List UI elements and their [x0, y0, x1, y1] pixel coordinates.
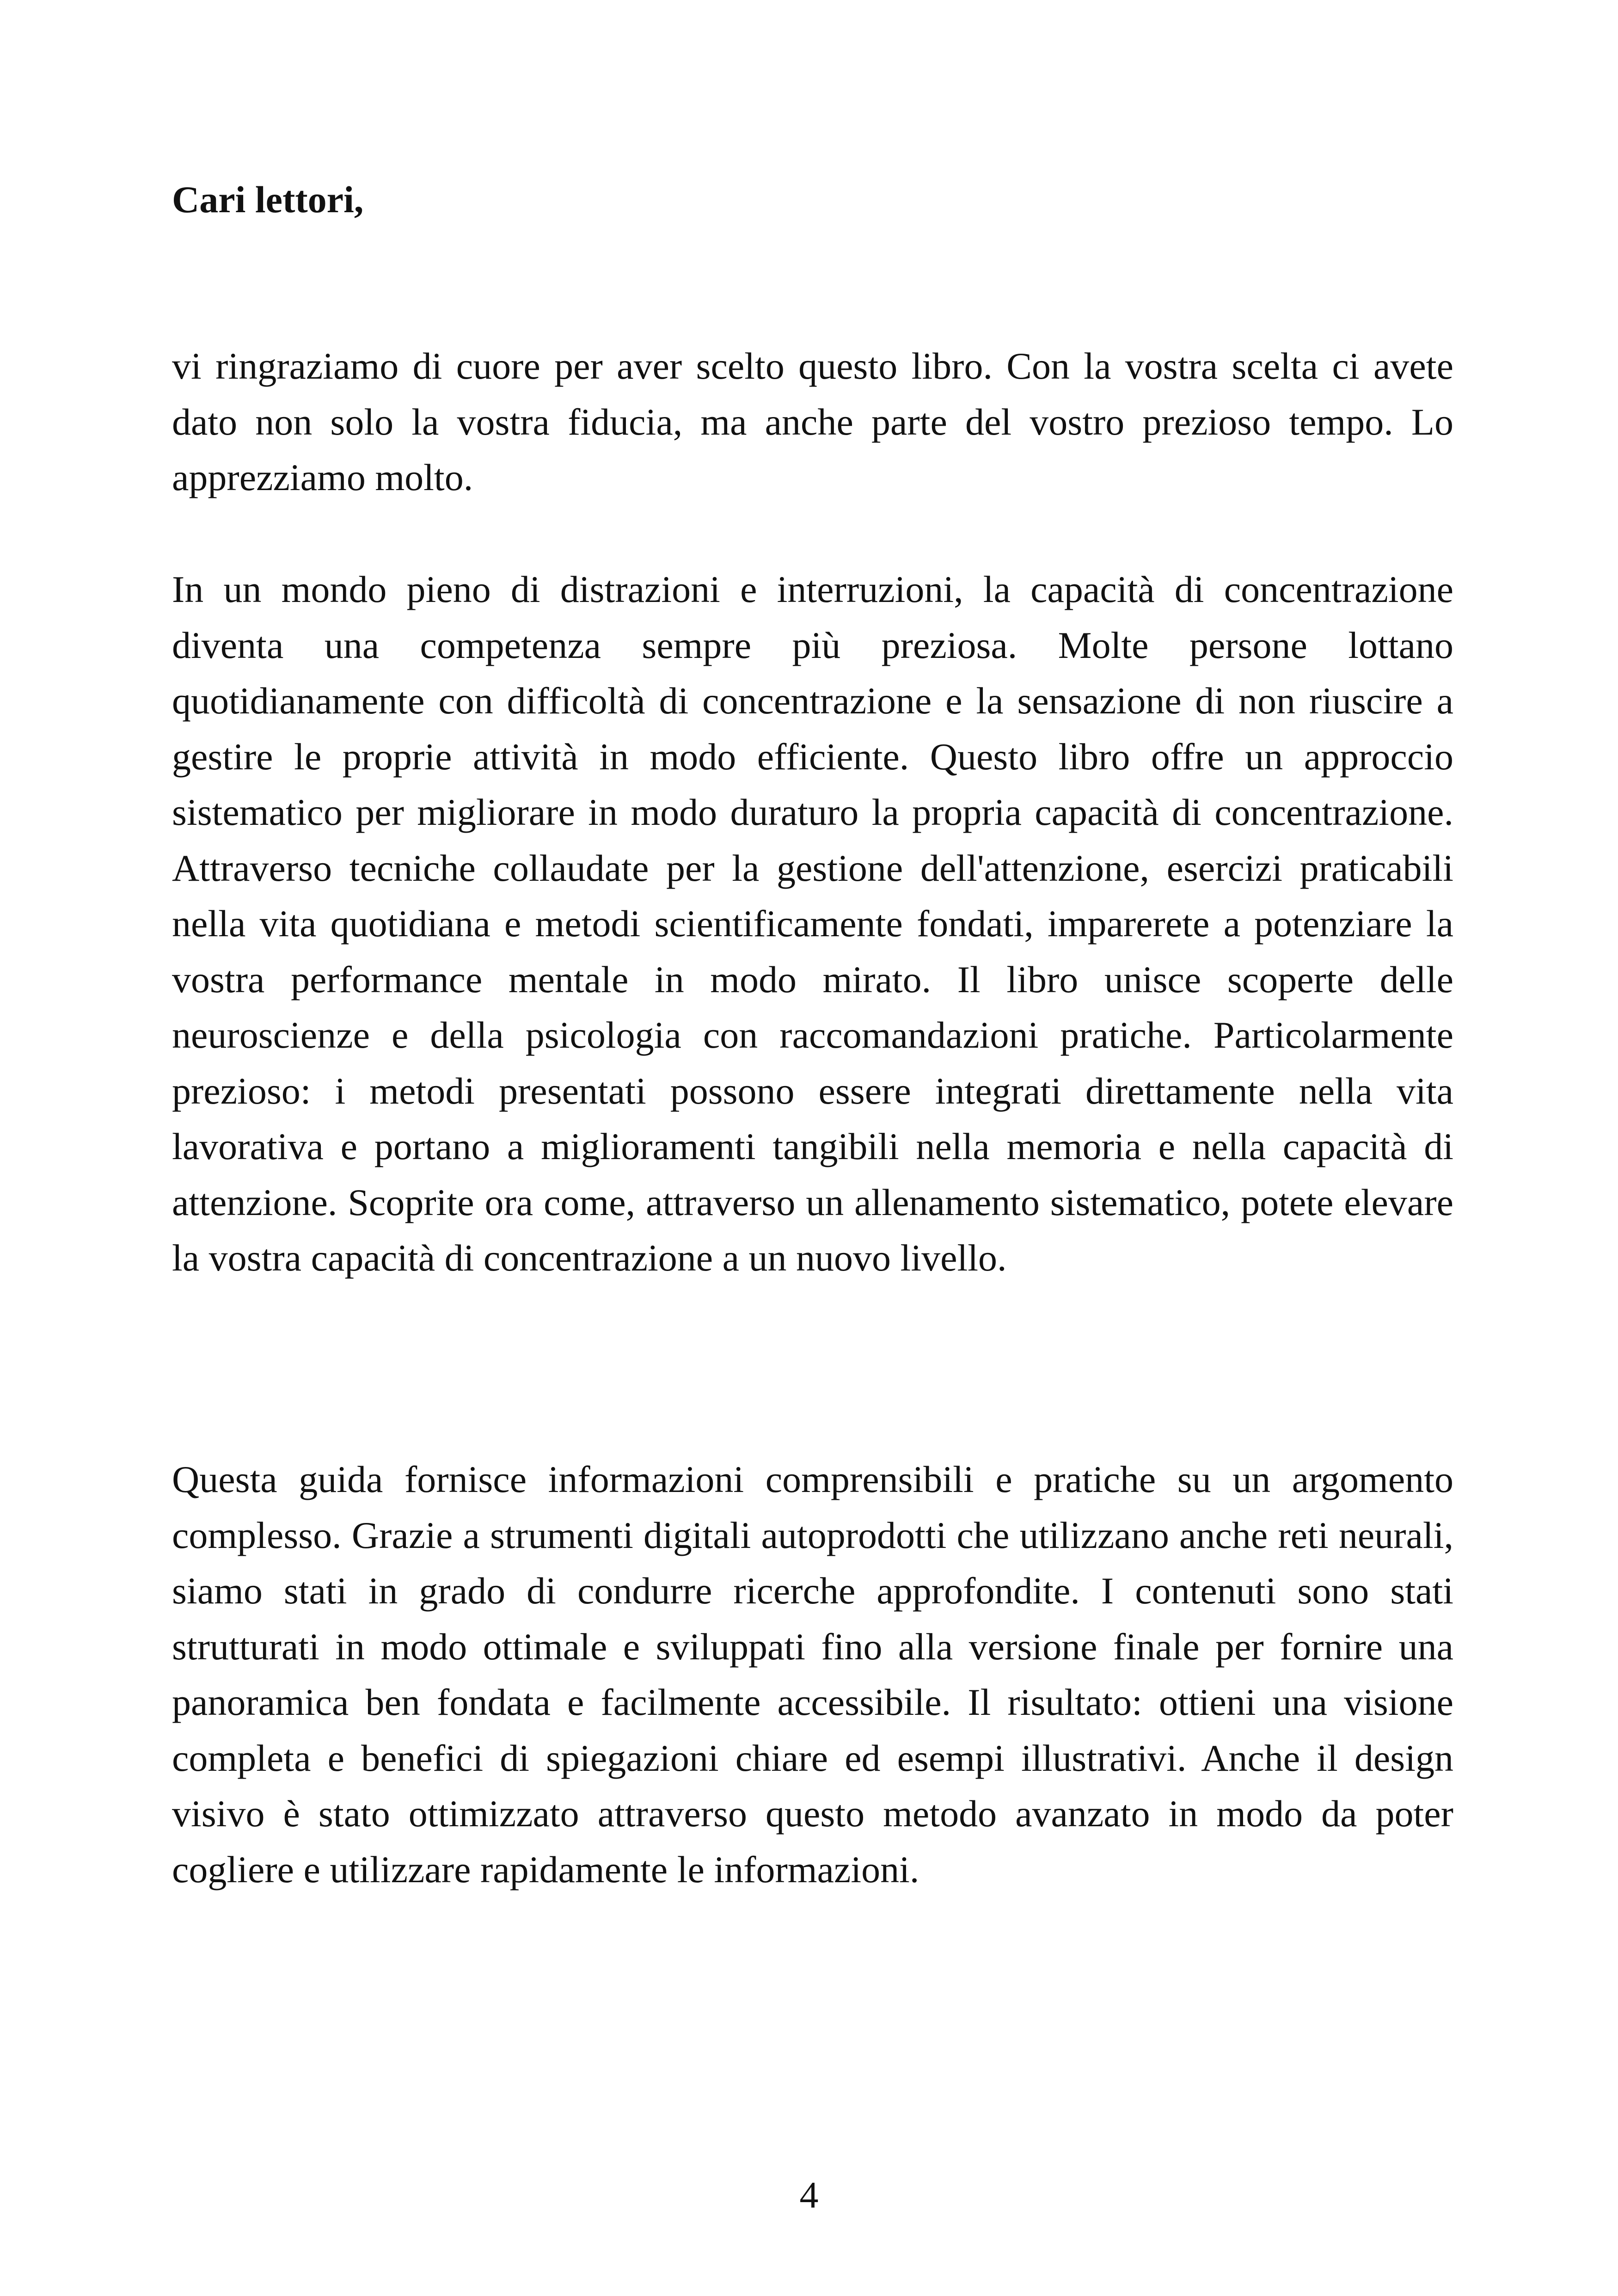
page-number: 4: [799, 2174, 819, 2216]
greeting-heading: Cari lettori,: [172, 178, 364, 221]
paragraph-guide-method: Questa guida fornisce informazioni comprensibili e pratiche su un argomento complesso. Grazie a strumenti digitali autoprodotti che utilizzano anche reti neurali, siamo stati in grado di condurre ricerche approfondite. I contenuti sono stati strutturati in modo ottimale e sviluppati fino alla versione finale per fornire una panoramica ben fondata e facilmente accessibile. Il risultato: ottieni una visione completa e benefici di spiegazioni chiare ed esempi illustrativi. Anche il design visivo è stato ottimizzato attraverso questo metodo avanzato in modo da poter cogliere e utilizzare rapidamente le informazioni.: [172, 1458, 1453, 1891]
paragraph-thanks: vi ringraziamo di cuore per aver scelto questo libro. Con la vostra scelta ci avete dato non solo la vostra fiducia, ma anche parte del vostro prezioso tempo. Lo apprezziamo molto.: [172, 345, 1453, 498]
paragraph-concentration: In un mondo pieno di distrazioni e interruzioni, la capacità di concentrazione diventa una competenza sempre più preziosa. Molte persone lottano quotidianamente con difficoltà di concentrazione e la sensazione di non riuscire a gestire le proprie attività in modo efficiente. Questo libro offre un approccio sistematico per migliorare in modo duraturo la propria capacità di concentrazione. Attraverso tecniche collaudate per la gestione dell'attenzione, esercizi praticabili nella vita quotidiana e metodi scientificamente fondati, imparerete a potenziare la vostra performance mentale in modo mirato. Il libro unisce scoperte delle neuroscienze e della psicologia con raccomandazioni pratiche. Particolarmente prezioso: i metodi presentati possono essere integrati direttamente nella vita lavorativa e portano a miglioramenti tangibili nella memoria e nella capacità di attenzione. Scoprite ora come, attraverso un allenamento sistematico, potete elevare la vostra capacità di concentrazione a un nuovo livello.: [172, 568, 1453, 1279]
